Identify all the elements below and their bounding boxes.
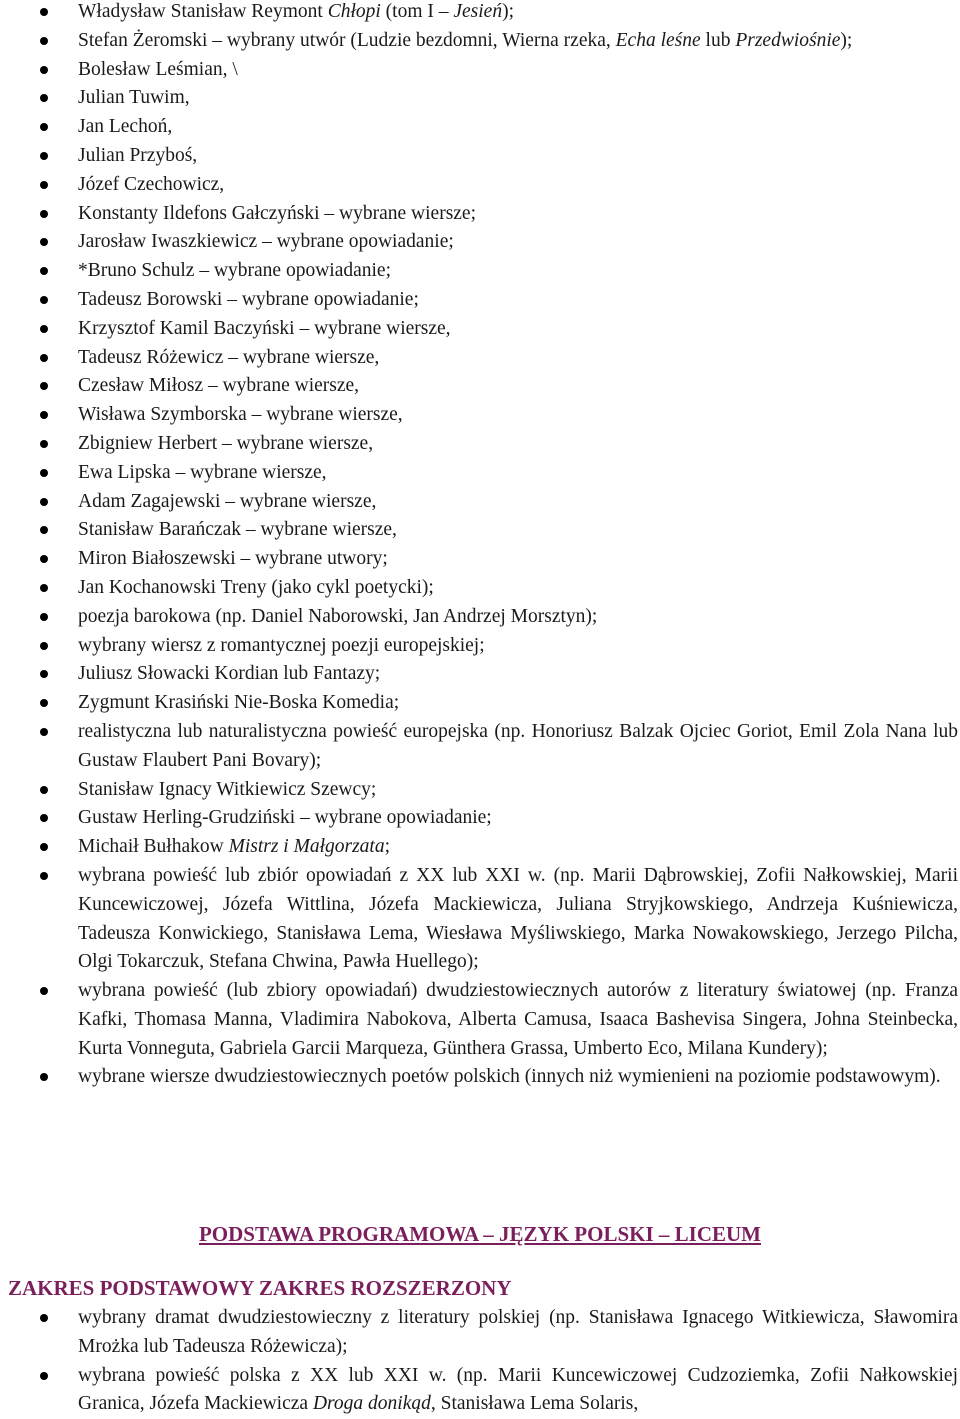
list-item-text: Jan Lechoń, (78, 116, 173, 138)
list-item (0, 200, 960, 229)
list-item (0, 142, 960, 171)
list-item (0, 804, 960, 833)
list-item (0, 488, 960, 517)
list-item-text: ); (502, 1, 515, 22)
list-item (0, 689, 960, 718)
list-item (0, 0, 960, 27)
list-item-title: Droga donikąd (312, 1393, 431, 1415)
list-item-text: wybrany wiersz z romantycznej poezji europejskiej; (78, 634, 485, 656)
list-item (0, 344, 960, 373)
list-item (0, 632, 960, 661)
list-item (0, 1063, 960, 1092)
list-item-text: Stanisław Ignacy Witkiewicz Szewcy; (78, 778, 377, 800)
list-item-text: *Bruno Schulz – wybrane opowiadanie; (78, 260, 392, 282)
section-heading-text: PODSTAWA PROGRAMOWA – JĘZYK POLSKI – LICEUM (198, 1222, 761, 1246)
list-item-text: Józef Czechowicz, (78, 173, 225, 195)
list-item-title: Jesień (453, 1, 503, 22)
list-item (0, 1362, 960, 1419)
list-item (0, 286, 960, 315)
list-item-text: Gustaw Herling-Grudziński – wybrane opowiadanie; (78, 807, 492, 829)
list-item (0, 833, 960, 862)
list-item (0, 574, 960, 603)
list-item-text: Czesław Miłosz – wybrane wiersze, (78, 375, 360, 397)
list-item-text: Adam Zagajewski – wybrane wiersze, (78, 490, 377, 512)
list-item-text: Julian Tuwim, (78, 87, 190, 109)
list-item-text: ; (384, 836, 391, 858)
list-item-text: Ewa Lipska – wybrane wiersze, (78, 461, 327, 483)
list-item-title: Mistrz i Małgorzata (228, 836, 385, 858)
list-item-text: wybrany dramat dwudziestowieczny z literatury polskiej (np. Stanisława Ignacego Witkiewicza, Sławomira Mrożka lub Tadeusza Różewicza); (78, 1307, 958, 1357)
list-item-text: wybrana powieść polska z XX lub XXI w. (np. Marii Kuncewiczowej Cudzoziemka, Zofii Nałkowskiej Granica, Józefa Mackiewicza (78, 1364, 958, 1415)
list-item (0, 372, 960, 401)
list-item-title: Echa leśne (615, 29, 701, 51)
list-item (0, 862, 960, 977)
list-item (0, 430, 960, 459)
list-item-text: Wisława Szymborska – wybrane wiersze, (78, 404, 403, 426)
list-item-text: wybrana powieść lub zbiór opowiadań z XX lub XXI w. (np. Marii Dąbrowskiej, Zofii Nałkowskiej, Marii Kuncewiczowej, Józefa Wittlina, Józefa Mackiewicza, Juliana Stryjkowskiego, Andrzeja Kuśniewicza, Tadeusza Konwickiego, Stanisława Lema, Wiesława Myśliwskiego, Marka Nowakowskiego, Jerzego Pilcha, Olgi Tokarczuk, Stefana Chwina, Pawła Huellego); (78, 864, 958, 973)
list-item (0, 545, 960, 574)
list-item (0, 459, 960, 488)
list-item-text: Krzysztof Kamil Baczyński – wybrane wiersze, (78, 317, 451, 339)
list-item-text: wybrana powieść (lub zbiory opowiadań) dwudziestowiecznych autorów z literatury światowej (np. Franza Kafki, Thomasa Manna, Vladimira Nabokova, Alberta Camusa, Isaaca Bashevisa Singera, Johna Steinbecka, Kurta Vonneguta, Gabriela Garcii Marqueza, Günthera Grassa, Umberto Eco, Milana Kundery); (78, 980, 958, 1059)
list-item (0, 516, 960, 545)
list-item-text: wybrane wiersze dwudziestowiecznych poetów polskich (innych niż wymienieni na poziomie podstawowym). (78, 1066, 941, 1088)
list-item-text: , Stanisława Lema Solaris, (430, 1393, 639, 1415)
list-item-title: Chłopi (327, 1, 381, 22)
list-item-text: Juliusz Słowacki Kordian lub Fantazy; (78, 663, 381, 685)
list-item-text: Jan Kochanowski Treny (jako cykl poetycki); (78, 576, 434, 598)
list-item-text: lub (700, 29, 736, 51)
list-item-text: Konstanty Ildefons Gałczyński – wybrane wiersze; (78, 202, 477, 224)
list-item-text: ); (840, 29, 853, 51)
list-item-text: Władysław Stanisław Reymont (78, 1, 328, 22)
list-item (0, 776, 960, 805)
list-item (0, 171, 960, 200)
section-heading (0, 1222, 960, 1247)
list-item (0, 1304, 960, 1362)
list-item-title: Przedwiośnie (735, 29, 841, 51)
list-item-text: Zygmunt Krasiński Nie-Boska Komedia; (78, 692, 400, 714)
list-item (0, 113, 960, 142)
list-item-text: Bolesław Leśmian, \ (78, 58, 238, 80)
list-item (0, 718, 960, 776)
list-item-text: Stanisław Barańczak – wybrane wiersze, (78, 519, 397, 541)
list-item (0, 977, 960, 1063)
list-item-text: (tom I – (380, 1, 454, 22)
list-item-text: Tadeusz Różewicz – wybrane wiersze, (78, 346, 380, 368)
list-item (0, 84, 960, 113)
list-item-text: Tadeusz Borowski – wybrane opowiadanie; (78, 288, 419, 310)
list-item (0, 603, 960, 632)
list-item (0, 401, 960, 430)
list-item-text: Jarosław Iwaszkiewicz – wybrane opowiadanie; (78, 231, 454, 253)
list-item-text: realistyczna lub naturalistyczna powieść europejska (np. Honoriusz Balzak Ojciec Goriot, Emil Zola Nana lub Gustaw Flaubert Pani Bovary); (78, 720, 958, 771)
list-item (0, 257, 960, 286)
extended-reading-list (0, 1304, 960, 1419)
list-item-text: Michaił Bułhakow (78, 836, 229, 858)
list-item-text: Stefan Żeromski – wybrany utwór (Ludzie bezdomni, Wierna rzeka, (78, 29, 616, 51)
list-item (0, 315, 960, 344)
list-item-text: Julian Przyboś, (78, 144, 198, 166)
list-item (0, 228, 960, 257)
scope-subheading: ZAKRES PODSTAWOWY ZAKRES ROZSZERZONY (8, 1276, 512, 1300)
list-item (0, 27, 960, 56)
list-item-text: Zbigniew Herbert – wybrane wiersze, (78, 432, 374, 454)
list-item-text: poezja barokowa (np. Daniel Naborowski, Jan Andrzej Morsztyn); (78, 605, 598, 627)
list-item (0, 660, 960, 689)
list-item (0, 56, 960, 85)
list-item-text: Miron Białoszewski – wybrane utwory; (78, 548, 388, 570)
